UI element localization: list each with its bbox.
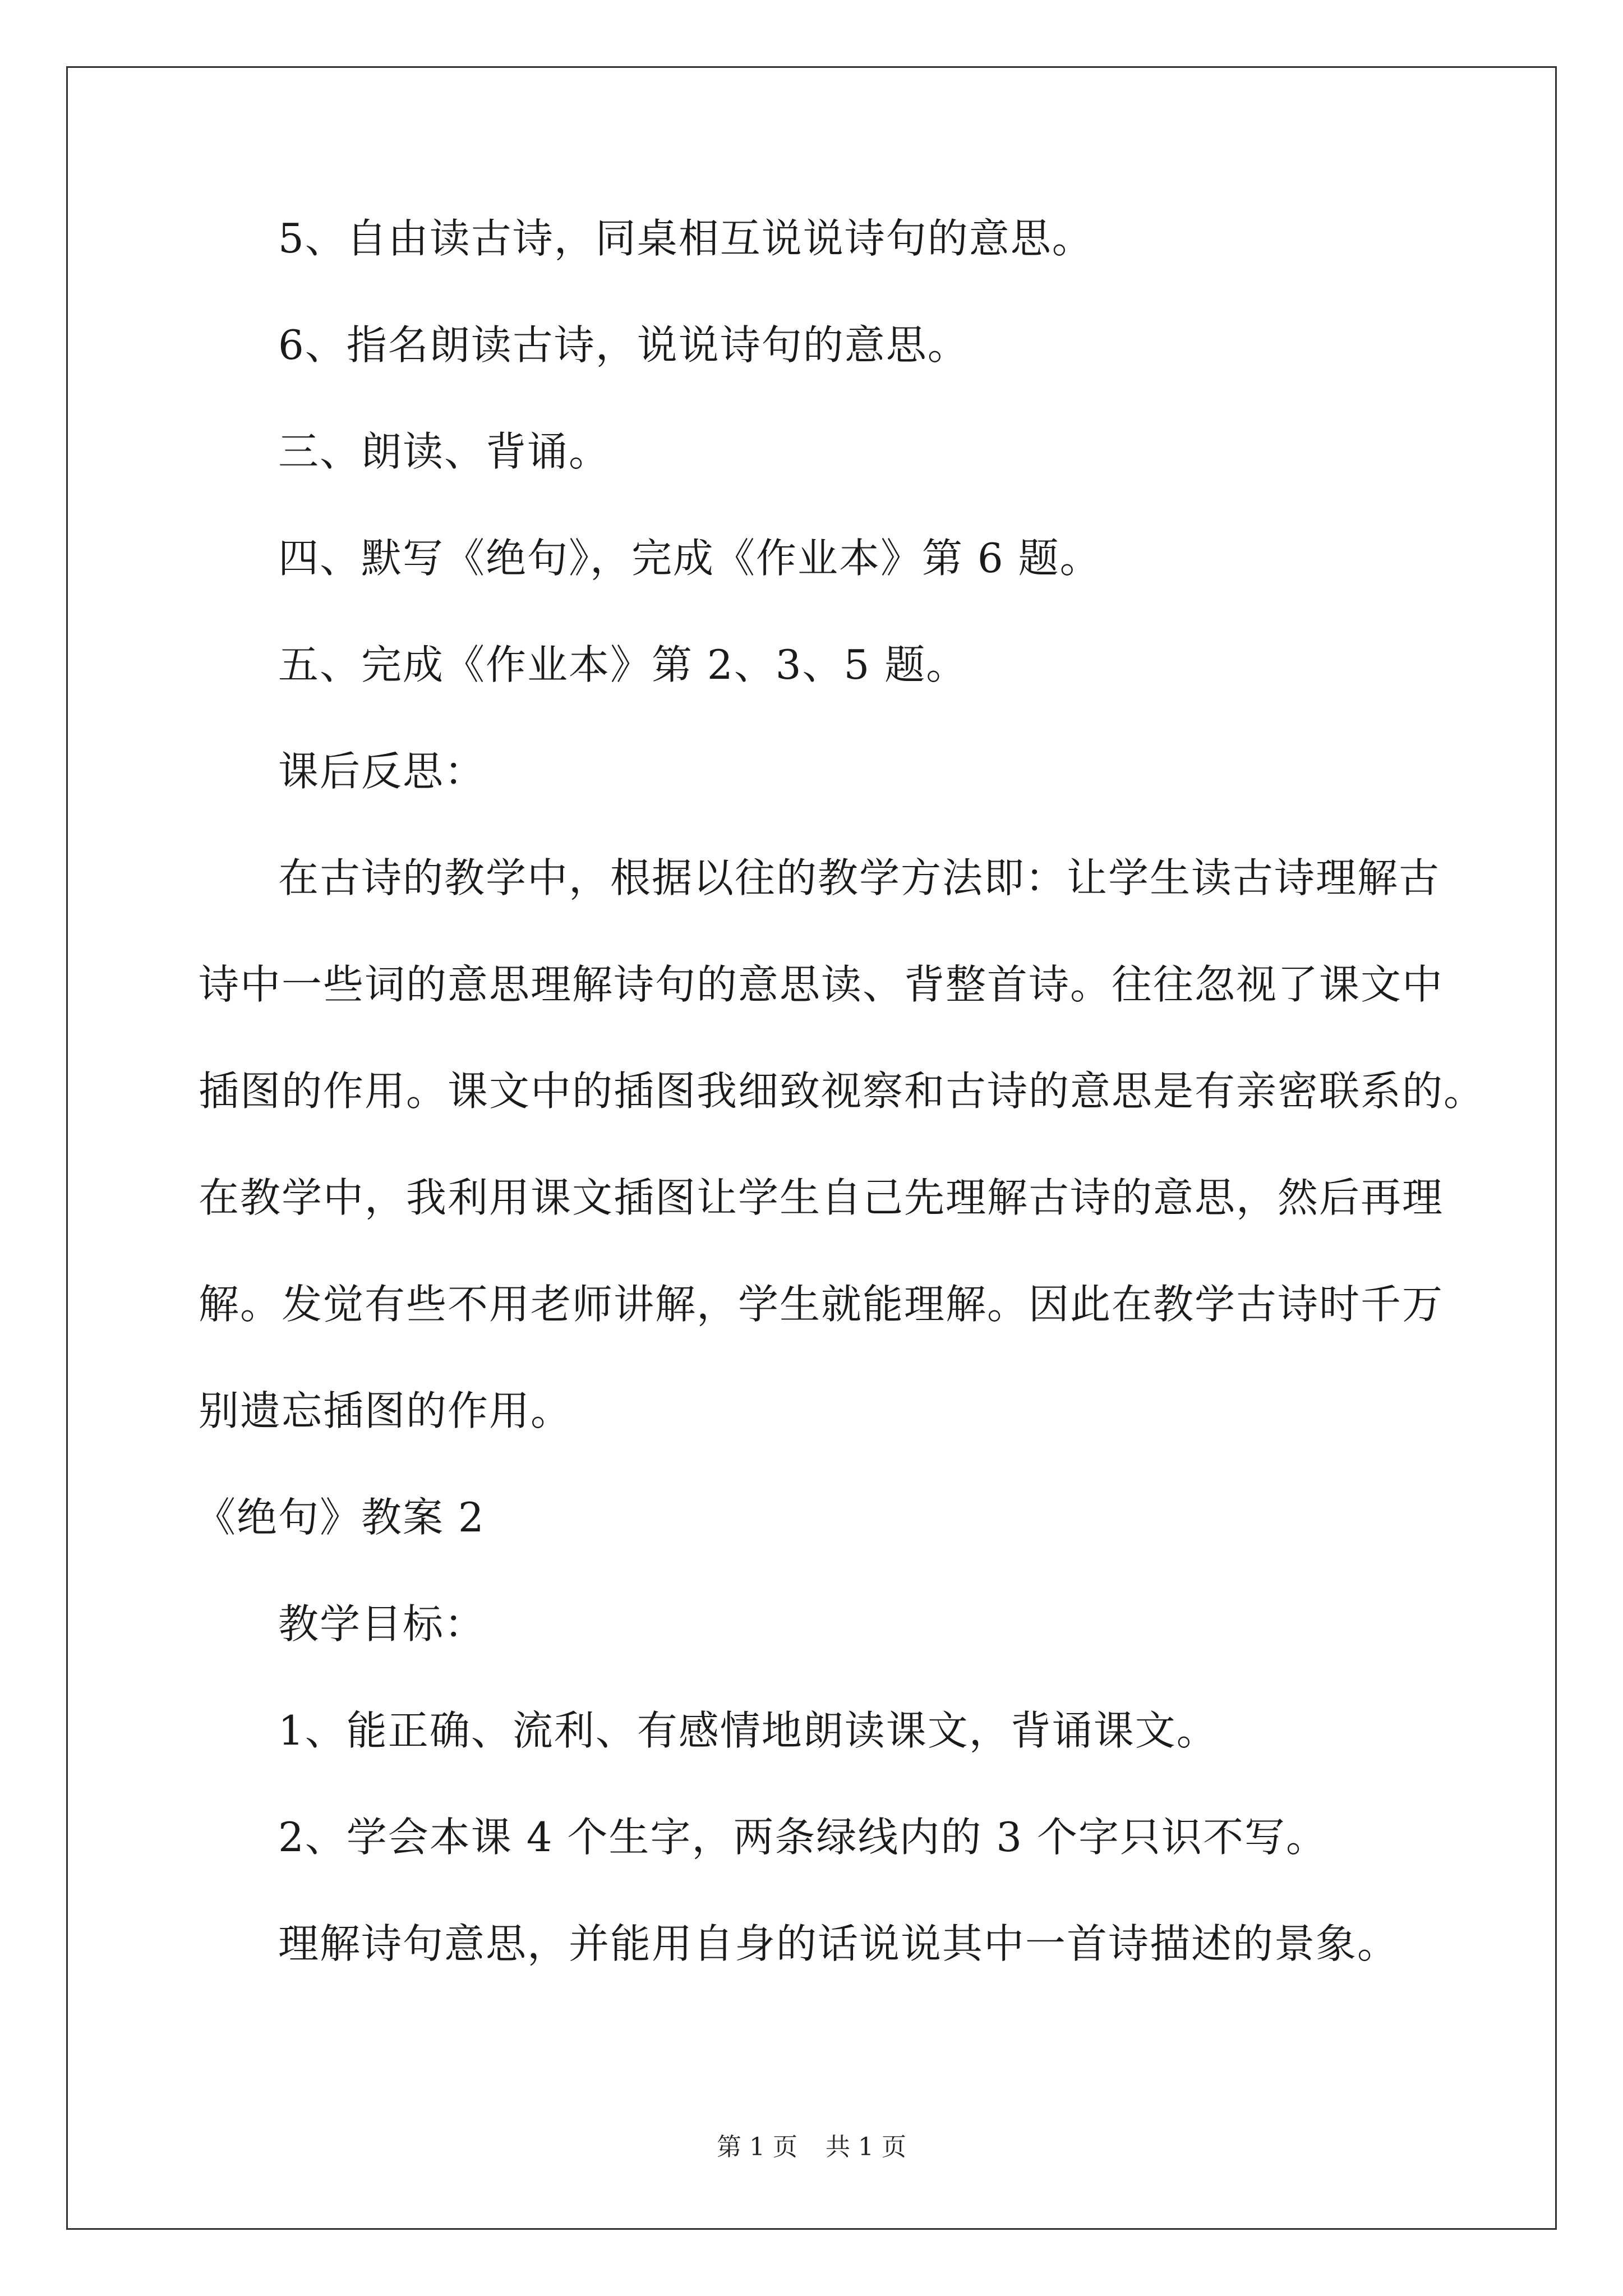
text-line: 五、完成《作业本》第 2、3、5 题。 xyxy=(278,641,968,688)
text-line: 1、能正确、流利、有感情地朗读课文，背诵课文。 xyxy=(278,1707,1218,1754)
paragraph-line: 插图的作用。课文中的插图我细致视察和古诗的意思是有亲密联系的。 xyxy=(199,1068,1486,1115)
page-number: 第 1 页 xyxy=(717,2133,797,2161)
text-line: 2、学会本课 4 个生字，两条绿线内的 3 个字只识不写。 xyxy=(278,1814,1327,1861)
paragraph-line: 诗中一些词的意思理解诗句的意思读、背整首诗。往往忽视了课文中 xyxy=(199,961,1444,1008)
section-label: 教学目标： xyxy=(278,1600,486,1648)
page-footer xyxy=(0,2132,1623,2163)
section-label: 课后反思： xyxy=(278,748,486,795)
paragraph-line: 别遗忘插图的作用。 xyxy=(199,1387,573,1434)
section-title: 《绝句》教案 2 xyxy=(195,1494,485,1541)
text-line: 理解诗句意思，并能用自身的话说说其中一首诗描述的景象。 xyxy=(278,1920,1399,1967)
text-line: 四、默写《绝句》，完成《作业本》第 6 题。 xyxy=(278,535,1101,582)
paragraph-line: 解。发觉有些不用老师讲解，学生就能理解。因此在教学古诗时千万 xyxy=(199,1281,1444,1328)
paragraph-line: 在教学中，我利用课文插图让学生自己先理解古诗的意思，然后再理 xyxy=(199,1174,1444,1221)
page-border xyxy=(66,66,1557,2230)
text-line: 5、自由读古诗，同桌相互说说诗句的意思。 xyxy=(278,215,1094,262)
page-total: 共 1 页 xyxy=(826,2133,906,2161)
paragraph-line: 在古诗的教学中，根据以往的教学方法即：让学生读古诗理解古 xyxy=(278,854,1441,901)
text-line: 三、朗读、背诵。 xyxy=(278,428,611,475)
text-line: 6、指名朗读古诗，说说诗句的意思。 xyxy=(278,321,969,369)
